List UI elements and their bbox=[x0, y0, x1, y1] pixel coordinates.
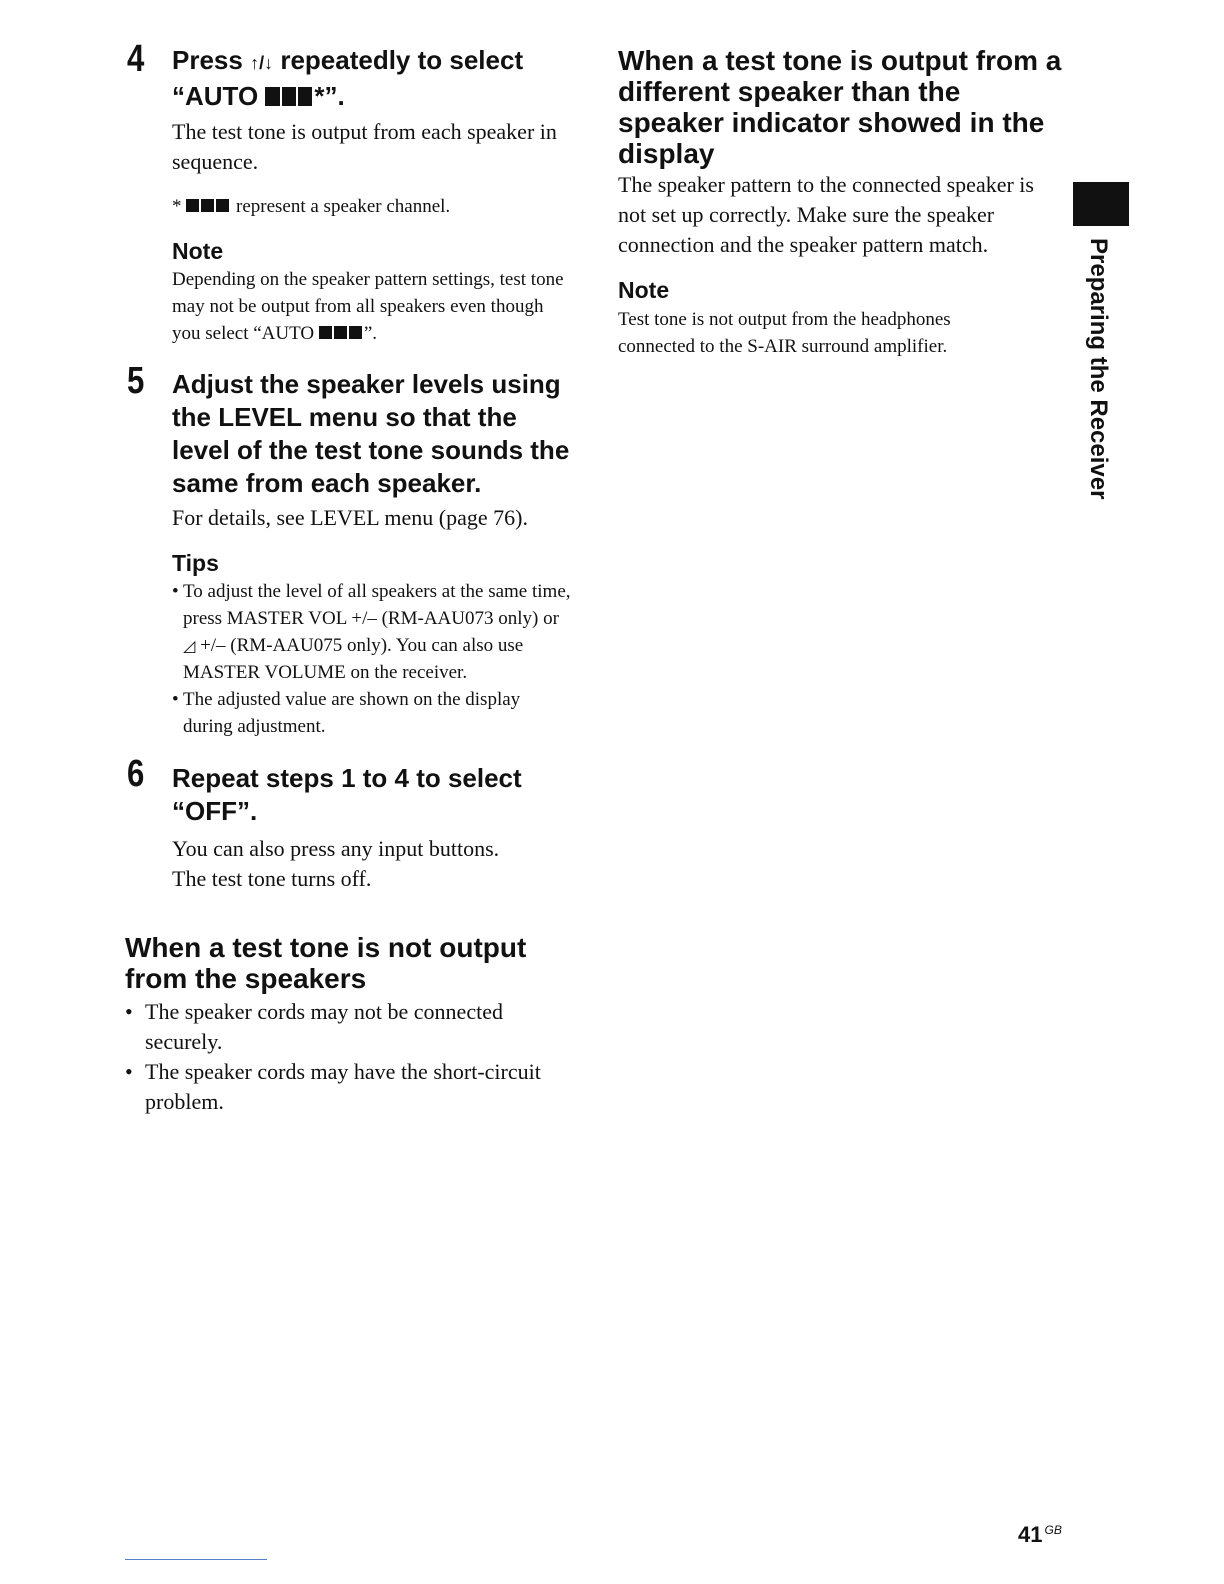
page-number bbox=[1018, 1522, 1062, 1548]
list-item: • The speaker cords may have the short-circuit problem. bbox=[125, 1057, 575, 1117]
tip-1-suffix: +/– (RM-AAU075 only). You can also use MASTER VOLUME on the receiver. bbox=[183, 635, 524, 683]
footnote-asterisk: * bbox=[172, 196, 182, 217]
page-number-value: 41 bbox=[1018, 1522, 1043, 1547]
step-6-body bbox=[172, 834, 572, 894]
note-text-prefix: Depending on the speaker pattern settings, test tone may not be output from all speakers even though you select “AUTO bbox=[172, 269, 564, 344]
tip-1-prefix: To adjust the level of all speakers at the same time, press MASTER VOL +/– (RM-AAU073 only) or bbox=[183, 581, 571, 629]
step-6-body-line2: The test tone turns off. bbox=[172, 866, 372, 891]
footer-rule bbox=[125, 1559, 267, 1560]
up-down-arrows-icon: ↑/↓ bbox=[250, 53, 274, 73]
step-number-5: 5 bbox=[127, 360, 145, 402]
footnote-text: represent a speaker channel. bbox=[236, 196, 451, 217]
step-5-body: For details, see LEVEL menu (page 76). bbox=[172, 505, 528, 530]
step-4-title-prefix: Press bbox=[172, 45, 243, 75]
tips-heading: Tips bbox=[172, 550, 219, 576]
different-speaker-note-heading: Note bbox=[618, 277, 670, 303]
not-output-list bbox=[125, 997, 575, 1117]
step-4-note-text bbox=[172, 266, 572, 347]
side-tab bbox=[1068, 238, 1128, 508]
step-4-title-suffix: repeatedly to select bbox=[280, 45, 524, 75]
not-output-section-title: When a test tone is not output from the speakers bbox=[125, 932, 527, 994]
step-4-title bbox=[172, 44, 572, 113]
step-number-6: 6 bbox=[127, 753, 145, 795]
step-6-body-line1: You can also press any input buttons. bbox=[172, 836, 500, 861]
step-4-body: The test tone is output from each speaker in sequence. bbox=[172, 119, 557, 174]
tip-2-text: The adjusted value are shown on the display during adjustment. bbox=[183, 689, 521, 737]
different-speaker-section-title: When a test tone is output from a different speaker than the speaker indicator showed in the display bbox=[618, 45, 1062, 169]
step-4-footnote bbox=[172, 193, 572, 220]
note-text-suffix: ”. bbox=[363, 323, 378, 344]
step-4-title-line2-prefix: “AUTO bbox=[172, 81, 259, 111]
side-tab-label: Preparing the Receiver bbox=[1085, 238, 1112, 500]
list-item: • The speaker cords may not be connected securely. bbox=[125, 997, 575, 1057]
section-thumb-tab bbox=[1073, 182, 1129, 226]
channel-blocks-icon bbox=[319, 323, 364, 344]
step-6-title: Repeat steps 1 to 4 to select “OFF”. bbox=[172, 763, 522, 826]
channel-blocks-icon bbox=[186, 196, 231, 217]
step-number-4: 4 bbox=[127, 38, 145, 80]
step-4-note-heading: Note bbox=[172, 238, 224, 264]
different-speaker-body: The speaker pattern to the connected speaker is not set up correctly. Make sure the speaker connection and the speaker pattern match. bbox=[618, 172, 1034, 257]
tips-list bbox=[172, 578, 572, 740]
channel-blocks-icon bbox=[265, 81, 314, 111]
different-speaker-note-text: Test tone is not output from the headphones connected to the S-AIR surround amplifier. bbox=[618, 309, 951, 357]
volume-icon: ◿ bbox=[183, 636, 196, 655]
step-5-title: Adjust the speaker levels using the LEVEL menu so that the level of the test tone sounds the same from each speaker. bbox=[172, 369, 570, 498]
list-item bbox=[172, 686, 572, 740]
list-item bbox=[172, 578, 572, 686]
step-4-title-line2-suffix: *”. bbox=[314, 81, 345, 111]
page-number-suffix: GB bbox=[1044, 1523, 1062, 1537]
